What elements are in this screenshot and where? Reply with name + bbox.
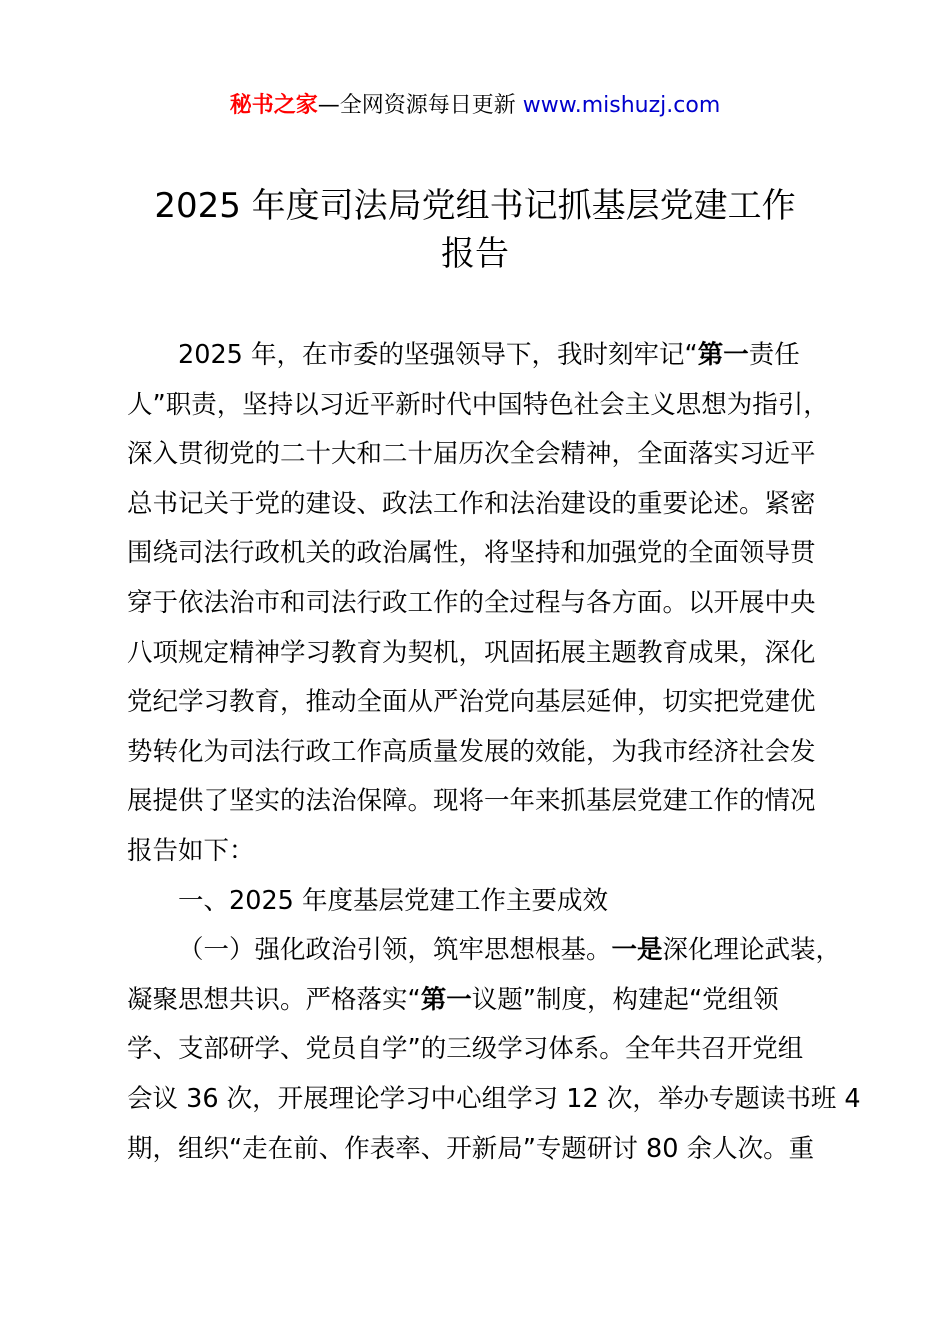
text-segment: 一、2025 年度基层党建工作主要成效	[178, 885, 609, 916]
text-line	[127, 728, 833, 778]
text-segment: 责任	[748, 340, 800, 370]
text-segment: 期，组织“走在前、作表率、开新局”专题研讨 80 余人次。重	[127, 1133, 815, 1164]
text-line	[127, 926, 842, 976]
title-line-2: 报告	[441, 234, 509, 274]
bold-text: 一是	[611, 935, 663, 966]
text-line	[127, 1125, 833, 1175]
text-segment: 会议 36 次，开展理论学习中心组学习 12 次，举办专题读书班 4	[127, 1083, 861, 1114]
text-line	[127, 877, 833, 927]
brand-name: 秘书之家	[229, 93, 318, 118]
text-segment: 深入贯彻党的二十大和二十届历次全会精神，全面落实习近平	[127, 439, 816, 470]
text-segment: 势转化为司法行政工作高质量发展的效能，为我市经济社会发	[127, 736, 816, 767]
text-line	[127, 827, 833, 877]
text-segment: 人”职责，坚持以习近平新时代中国特色社会主义思想为指引，	[127, 389, 829, 420]
text-line	[127, 579, 833, 629]
bold-text: 第一	[697, 340, 749, 370]
text-line	[127, 629, 833, 679]
text-segment: （一）强化政治引领，筑牢思想根基。	[178, 935, 612, 966]
text-segment: 学、支部研学、党员自学”的三级学习体系。全年共召开党组	[127, 1034, 804, 1065]
text-line	[127, 1075, 861, 1125]
text-line	[127, 529, 833, 579]
document-title	[0, 182, 950, 278]
header-tagline: 全网资源每日更新	[339, 93, 516, 118]
text-segment: 党纪学习教育，推动全面从严治党向基层延伸，切实把党建优	[127, 687, 816, 718]
text-line	[127, 480, 833, 530]
text-segment: 报告如下：	[127, 835, 255, 866]
text-segment: 穿于依法治市和司法行政工作的全过程与各方面。以开展中央	[127, 587, 816, 618]
text-line	[127, 381, 833, 431]
text-line	[127, 976, 833, 1026]
text-segment: 深化理论武装，	[662, 935, 842, 966]
text-line	[127, 777, 833, 827]
text-segment: 凝聚思想共识。严格落实“	[127, 984, 421, 1015]
bold-text: 第一	[420, 984, 472, 1015]
site-url-link[interactable]: www.mishuzj.com	[522, 93, 721, 118]
header-dash: —	[317, 93, 340, 118]
title-line-1: 2025 年度司法局党组书记抓基层党建工作	[154, 186, 796, 226]
text-line	[127, 430, 833, 480]
text-segment: 总书记关于党的建设、政法工作和法治建设的重要论述。紧密	[127, 488, 816, 519]
text-segment: 议题”制度，构建起“党组领	[471, 984, 779, 1015]
site-header	[0, 86, 950, 126]
text-line	[127, 331, 833, 381]
text-segment: 2025 年，在市委的坚强领导下，我时刻牢记“	[178, 340, 698, 370]
text-segment: 八项规定精神学习教育为契机，巩固拓展主题教育成果，深化	[127, 637, 816, 668]
document-body	[127, 331, 861, 1174]
text-line	[127, 678, 833, 728]
text-segment: 展提供了坚实的法治保障。现将一年来抓基层党建工作的情况	[127, 786, 816, 817]
text-segment: 围绕司法行政机关的政治属性，将坚持和加强党的全面领导贯	[127, 538, 816, 569]
text-line	[127, 1025, 833, 1075]
